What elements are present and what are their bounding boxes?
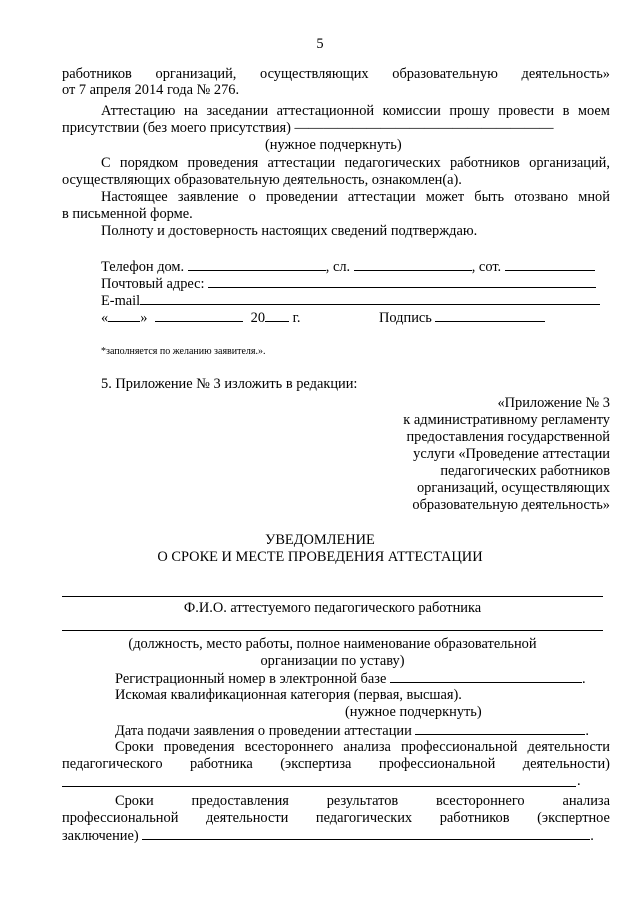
date-filed-line: Дата подачи заявления о проведении аттестации . bbox=[115, 723, 590, 739]
paragraph-line: работников организаций, осуществляющих образовательную деятельность» bbox=[62, 66, 610, 82]
paragraph-line: от 7 апреля 2014 года № 276. bbox=[62, 82, 240, 98]
hint-text: (нужное подчеркнуть) bbox=[345, 704, 482, 720]
signature-field[interactable] bbox=[435, 309, 545, 322]
paragraph-line: профессиональной деятельности педагогических работников (экспертное bbox=[62, 810, 610, 826]
reg-number-field[interactable] bbox=[390, 670, 582, 683]
results-period-field[interactable] bbox=[142, 827, 590, 840]
email-line: E-mail bbox=[101, 292, 600, 309]
appendix-header-line: услуги «Проведение аттестации bbox=[413, 446, 610, 462]
paragraph-line: осуществляющих образовательную деятельность, ознакомлен(а). bbox=[62, 172, 462, 188]
category-line: Искомая квалификационная категория (первая, высшая). bbox=[115, 687, 462, 703]
phone-line: Телефон дом. , сл. , сот. bbox=[101, 258, 595, 275]
paragraph-line: С порядком проведения аттестации педагогических работников организаций, bbox=[101, 155, 610, 171]
paragraph-line: Настоящее заявление о проведении аттестации может быть отозвано мной bbox=[101, 189, 610, 205]
paragraph-line: педагогического работника (экспертиза профессиональной деятельности) bbox=[62, 756, 610, 772]
paragraph-line: присутствии (без моего присутствия) —————————————————— bbox=[62, 120, 554, 136]
year-field[interactable] bbox=[265, 309, 289, 322]
reg-number-line: Регистрационный номер в электронной базе . bbox=[115, 671, 586, 687]
footnote: *заполняется по желанию заявителя.». bbox=[101, 346, 266, 357]
position-field[interactable] bbox=[62, 630, 603, 631]
hint-text: (нужное подчеркнуть) bbox=[265, 137, 402, 153]
analysis-period-field[interactable] bbox=[62, 786, 576, 787]
position-caption: (должность, место работы, полное наименование образовательной bbox=[128, 636, 537, 652]
date-filed-field[interactable] bbox=[415, 722, 585, 735]
period-mark: . bbox=[577, 773, 581, 789]
results-line: заключение) . bbox=[62, 828, 594, 844]
fio-field[interactable] bbox=[62, 596, 603, 597]
appendix-header-line: организаций, осуществляющих bbox=[416, 480, 610, 496]
month-field[interactable] bbox=[155, 309, 243, 322]
phone-home-field[interactable] bbox=[188, 258, 326, 271]
email-field[interactable] bbox=[140, 292, 600, 305]
item-5: 5. Приложение № 3 изложить в редакции: bbox=[101, 376, 358, 392]
appendix-header-line: к административному регламенту bbox=[403, 412, 610, 428]
page-number: 5 bbox=[316, 36, 324, 52]
appendix-header-line: «Приложение № 3 bbox=[497, 395, 610, 411]
signature-line: Подпись bbox=[379, 309, 545, 326]
paragraph-line: в письменной форме. bbox=[62, 206, 193, 222]
appendix-header-line: педагогических работников bbox=[440, 463, 610, 479]
paragraph-line: Полноту и достоверность настоящих сведений подтверждаю. bbox=[101, 223, 478, 239]
date-signature-line: « » 20 г. bbox=[101, 310, 301, 326]
position-caption: организации по уставу) bbox=[260, 653, 405, 669]
paragraph-line: Аттестацию на заседании аттестационной комиссии прошу провести в моем bbox=[101, 103, 610, 119]
notice-subtitle: О СРОКЕ И МЕСТЕ ПРОВЕДЕНИЯ АТТЕСТАЦИИ bbox=[157, 549, 483, 565]
phone-work-field[interactable] bbox=[354, 258, 472, 271]
appendix-header-line: предоставления государственной bbox=[406, 429, 610, 445]
phone-mobile-field[interactable] bbox=[505, 258, 595, 271]
notice-title: УВЕДОМЛЕНИЕ bbox=[265, 532, 375, 548]
address-field[interactable] bbox=[208, 275, 596, 288]
day-field[interactable] bbox=[108, 309, 140, 322]
address-line: Почтовый адрес: bbox=[101, 275, 596, 292]
paragraph-line: Сроки проведения всестороннего анализа профессиональной деятельности bbox=[115, 739, 610, 755]
fio-caption: Ф.И.О. аттестуемого педагогического работника bbox=[183, 600, 482, 616]
appendix-header-line: образовательную деятельность» bbox=[412, 497, 610, 513]
paragraph-line: Сроки предоставления результатов всестороннего анализа bbox=[115, 793, 610, 809]
